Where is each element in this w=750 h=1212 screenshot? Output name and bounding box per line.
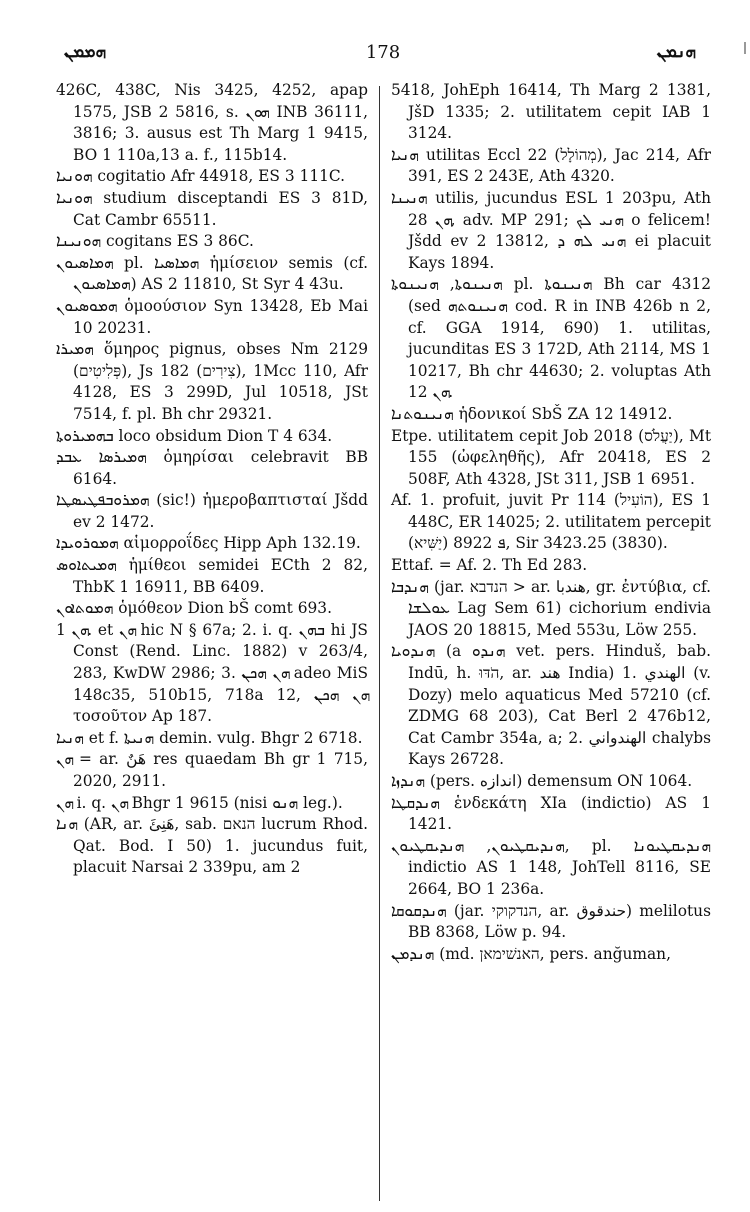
entry: 426C, 438C, Nis 3425, 4252, apap 1575, JSB 2 5816, s. ܗܘܢ INB 36111, 3816; 3. ausus est Th Marg 1 9415, BO 1 110a,13 a. f., 115b14. [56,81,368,164]
entry: ܗܢܕܩܛܐ ἑνδεκάτη XIa (indictio) AS 1 1421. [391,793,711,834]
entry: ܗܢܝܐ et f. ܗܢܝܬܐ demin. vulg. Bhgr 2 6718. [56,728,363,747]
entry: ܗܢܕܘܝܐ (a ܗܢܕܘ vet. pers. Hinduš, bab. Indū, h. הֹדּוּ, ar. هند India) 1. الهندي (v. Dozy) melo aquaticus Med 57210 (cf. ZDMG 68 203), Cat Berl 2 476b12, Cat Cambr 354a, a; 2. الهندواني chalybs Kays 26728. [391,642,712,769]
entry: ܗܡܘܪܘܝܕܐ αἱμορροΐδες Hipp Aph 132.19. [56,534,361,553]
entry: ܗܘܢܝܢܐ cogitans ES 3 86C. [56,232,254,251]
entry: ܗܢܕܒܐ (jar. הנדבא > ar. هندبا, gr. ἐντύβια, cf. ܥܘܠܫܐ Lag Sem 61) cichorium endivia JAOS 20 18815, Med 553u, Löw 255. [391,577,712,639]
entry: ܗܘܢܝܐ cogitatio Afr 44918, ES 3 111C. [56,167,346,186]
page-header [58,42,708,72]
entry: 5418, JohEph 16414, Th Marg 2 1381, JšD 1335; 2. utilitatem cepit IAB 1 3124. [391,81,711,143]
entry: ܒܗܡܝܪܘܬܐ loco obsidum Dion T 4 634. [56,426,333,445]
entry: ܗܢܕܝܩܛܝܘܢ, ܗܢܕܝܩܛܝܘܢ, pl. ܗܢܕܝܩܛܝܘܢܐ indictio AS 1 148, JohTell 8116, SE 2664, BO 1 236a. [391,836,711,898]
entry: ܗܢܕܡܢ (md. האנשׁימאן, pers. anğuman, [391,944,671,963]
page-number: 178 [365,42,401,63]
entry: ܗܡܘܬܐܘܢ ὁμόθεον Dion bŠ comt 693. [56,599,332,618]
entry: ܗܢܕܩܘܩܐ (jar. הנדקוקי, ar. حندقوق) melilotus BB 8368, Löw p. 94. [391,901,711,942]
entry: Etpe. utilitatem cepit Job 2018 (יַעֲלֹס), Mt 155 (ὠφεληθῆς), Afr 20418, ES 2 508F, Ath 4328, JSt 311, JSB 1 6951. [391,426,712,488]
entry: ܗܢܝܢܐ utilis, jucundus ESL 1 203pu, Ath ܗܢ 28, adv. MP 291; ܗܢܝ ܠܟ o felicem! Jšdd ev 2 13812, ܗܢܝ ܠܗ ܕ ei placuit Kays 1894. [391,188,711,272]
entry: ܗܡܝܪܣܐ ܥܒܕ ὁμηρίσαι celebravit BB 6164. [56,448,369,488]
entry: ܗܡܐܣܝܘܢ pl. ܗܡܐܣܝܐ ἡμίσειον semis (cf. ܗܡܐܣܝܘܢ) AS 2 11810, St Syr 4 43u. [56,253,369,294]
entry: ܗܡܘܣܝܘܢ ὁμοούσιον Syn 13428, Eb Mai 10 20231. [56,296,368,337]
entry: ܗܢܐ (AR, ar. هَنِئَ, sab. הנאם lucrum Rhod. Qat. Bod. I 50) 1. jucundus fuit, placuit Narsai 2 339pu, am 2 [56,815,368,877]
entry: ܗܢܕܙܐ (pers. اندازه) demensum ON 1064. [391,772,693,790]
right-column [391,80,711,965]
running-head-left: ܗܡܡܢ [64,42,107,62]
column-divider [379,86,380,1201]
entry: ܗܢ i. q. ܗܢ Bhgr 1 9615 (nisi ܗܢܘ leg.). [56,793,343,812]
entry: ܗܘܢܝܐ studium disceptandi ES 3 81D, Cat Cambr 65511. [56,188,368,229]
entry: ܗܢ 1. et ܗܢ hic N § 67a; 2. i. q. ܒܗܢ hi JS Const (Rend. Linc. 1882) v 263/4, 283, KwDW 2986; 3. ܗܢ ܗܟܢ adeo MiS 148c35, 510b15, 718a 12, ܗܢ ܗܟܢ τοσοῦτον Ap 187. [56,620,369,726]
entry: ܗܢ = ar. هَنٌ res quaedam Bh gr 1 715, 2020, 2911. [56,750,368,790]
entry: ܗܡܪܘܒܦܛܝܣܛܐ (sic!) ἡμεροβαπτισταί Jšdd ev 2 1472. [56,491,368,531]
left-column [56,80,368,879]
entry: ܗܡܝܪܐ ὅμηρος pignus, obses Nm 2129 (פְּלִיטִים), Js 182 (צִירִים), 1Mcc 110, Afr 4128, ES 3 299D, Jul 10518, JSt 7514, f. pl. Bh chr 29321. [56,340,368,423]
scan-edge-mark [744,42,746,54]
entry: ܗܢܝܢܘܬܢܐ ἡδονικοί SbŠ ZA 12 14912. [391,404,673,423]
entry: ܗܢܝܢܘܬܐ, ܗܢܝܢܘܬܐ pl. ܗܢܝܢܘܬܐ Bh car 4312 (sed ܗܢܝܢܘܬܗ cod. R in INB 426b n 2, cf. GGA 1914, 690) 1. utilitas, jucunditas ES 3 172D, Ath 2114, MS 1 10217, Bh chr 44630; 2. voluptas Ath ܗܢ 12. [391,275,712,402]
entry: ܗܢܝܐ utilitas Eccl 22 (מְהוֹלָל), Jac 214, Afr 391, ES 2 243E, Ath 4320. [391,145,711,186]
entry: ܗܡܝܬܐܘܣ ἡμίθεοι semidei ECth 2 82, ThbK 1 16911, BB 6409. [56,556,368,596]
running-head-right: ܗܢܡܢ [656,42,696,62]
entry: Ettaf. = Af. 2. Th Ed 283. [391,556,588,575]
entry: Af. 1. profuit, juvit Pr 114 (הוֹעִיל), ES 1 448C, ER 14025; 2. utilitatem percepit ܦ 8922 (יַשִּׁיא), Sir 3423.25 (3830). [391,491,711,553]
